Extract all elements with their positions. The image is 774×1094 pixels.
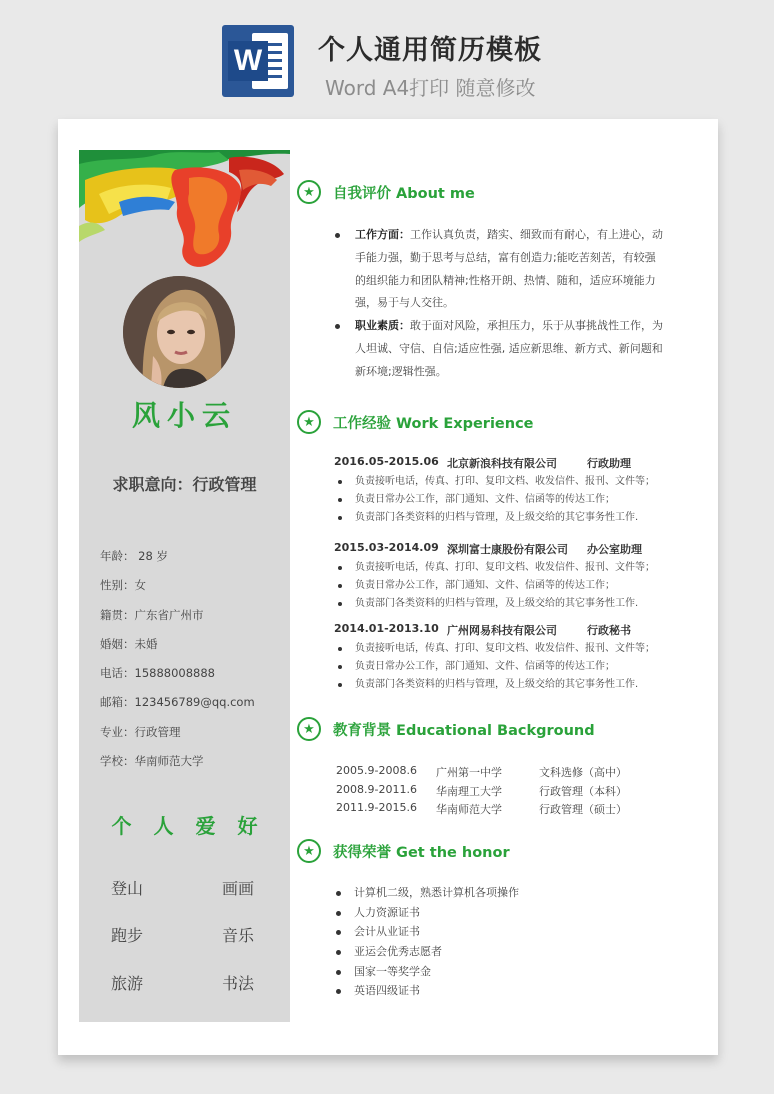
edu-date: 2008.9-2011.6 (336, 782, 417, 796)
edu-school: 华南理工大学 (436, 784, 502, 798)
bullet (336, 891, 341, 896)
bullet (338, 498, 342, 502)
page-title: 个人通用简历模板 (318, 35, 542, 66)
info-gender: 性别：女 (100, 578, 146, 593)
table-row (336, 764, 627, 783)
bullet (336, 970, 341, 975)
job-duty (334, 595, 674, 613)
job-duty (334, 509, 674, 527)
hobby-item: 旅游 (111, 974, 144, 993)
section-header-about (297, 179, 475, 205)
info-school: 学校：华南师范大学 (100, 754, 204, 769)
education-table (336, 764, 627, 820)
info-email: 邮箱：123456789@qq.com (100, 695, 255, 710)
job-duty-text: 负责日常办公工作，部门通知、文件、信函等的传达工作； (355, 661, 615, 672)
honor-text: 英语四级证书 (354, 984, 420, 998)
job-duty-text: 负责接听电话，传真、打印、复印文档、收发信件、报刊、文件等； (355, 476, 655, 487)
job-duty-text: 负责日常办公工作，部门通知、文件、信函等的传达工作； (355, 494, 615, 505)
job-company: 深圳富士康股份有限公司 (447, 543, 568, 556)
section-title-education: 教育背景 Educational Background (333, 722, 595, 739)
honor-text: 人力资源证书 (354, 905, 420, 919)
section-title-work: 工作经验 Work Experience (333, 415, 534, 432)
edu-major: 行政管理（本科） (539, 784, 627, 798)
avatar (123, 276, 235, 388)
info-age: 年龄： 28 岁 (100, 549, 168, 563)
info-hometown: 籍贯：广东省广州市 (100, 607, 204, 622)
honor-text: 亚运会优秀志愿者 (354, 945, 442, 959)
job-date: 2015.03-2014.09 (334, 541, 439, 554)
job-date: 2016.05-2015.06 (334, 455, 439, 468)
star-icon: ★ (297, 180, 321, 204)
section-header-education (297, 716, 595, 742)
section-header-honors (297, 838, 510, 864)
page-subtitle: Word A4打印 随意修改 (325, 76, 536, 100)
job-header (334, 622, 674, 640)
resume-paper (58, 119, 718, 1055)
job-duty (334, 676, 674, 694)
edu-major: 文科选修（高中） (539, 766, 627, 779)
word-doc-icon (222, 25, 294, 97)
table-row (336, 801, 627, 820)
list-item (334, 883, 519, 903)
list-item (335, 224, 665, 315)
hobby-item: 音乐 (222, 926, 255, 945)
list-item (335, 315, 665, 383)
bullet (335, 324, 340, 329)
eval-text: 工作认真负责，踏实、细致而有耐心，有上进心，动手能力强，勤于思考与总结，富有创造力;能吃苦刻苦，有较强的组织能力和团队精神;性格开朗、热情、随和，适应环境能力强，易于与人交往。 (355, 228, 663, 310)
eval-label: 工作方面： (355, 228, 410, 241)
resume-sidebar (79, 150, 290, 1022)
job-duty-text: 负责部门各类资料的归档与管理，及上级交给的其它事务性工作. (355, 679, 639, 690)
personal-info-list (100, 548, 255, 782)
honor-text: 会计从业证书 (354, 925, 420, 939)
job-duty (334, 473, 674, 491)
hobby-item: 登山 (111, 879, 144, 898)
job-entry (334, 541, 674, 613)
list-item (334, 942, 519, 962)
job-position: 办公室助理 (587, 543, 642, 556)
honor-text: 国家一等奖学金 (354, 964, 431, 978)
honor-text: 计算机二级，熟悉计算机各项操作 (354, 886, 519, 899)
bullet (338, 516, 342, 520)
bullet (338, 566, 342, 570)
bullet (338, 480, 342, 484)
star-icon: ★ (297, 839, 321, 863)
job-duty-text: 负责部门各类资料的归档与管理，及上级交给的其它事务性工作. (355, 512, 639, 523)
list-item (334, 981, 519, 1001)
job-duty-text: 负责日常办公工作，部门通知、文件、信函等的传达工作； (355, 580, 615, 591)
edu-school: 华南师范大学 (436, 803, 502, 817)
job-duty (334, 491, 674, 509)
job-duty-text: 负责接听电话，传真、打印、复印文档、收发信件、报刊、文件等； (355, 643, 655, 654)
job-header (334, 455, 674, 473)
section-header-work (297, 409, 534, 435)
info-phone: 电话：15888008888 (100, 666, 215, 681)
job-duty-text: 负责接听电话，传真、打印、复印文档、收发信件、报刊、文件等； (355, 562, 655, 573)
job-entry (334, 455, 674, 527)
page-header (0, 0, 774, 110)
self-evaluation (335, 224, 665, 384)
job-company: 广州网易科技有限公司 (447, 624, 557, 637)
word-letter: W (228, 41, 268, 81)
job-duty (334, 577, 674, 595)
hobby-title: 个人爱好 (111, 814, 280, 838)
star-icon: ★ (297, 717, 321, 741)
edu-major: 行政管理（硕士） (539, 803, 627, 817)
table-row (336, 783, 627, 802)
bullet (336, 950, 341, 955)
list-item (334, 903, 519, 923)
eval-label: 职业素质： (355, 319, 410, 333)
list-item (334, 922, 519, 942)
bullet (338, 584, 342, 588)
candidate-name: 风小云 (131, 399, 237, 432)
section-title-about: 自我评价 About me (333, 185, 475, 202)
job-duty (334, 559, 674, 577)
honors-list (334, 883, 519, 1001)
job-header (334, 541, 674, 559)
hobby-item: 书法 (222, 974, 255, 993)
job-company: 北京新浪科技有限公司 (447, 457, 557, 470)
hobby-item: 画画 (222, 879, 255, 898)
hobby-item: 跑步 (111, 926, 144, 945)
job-date: 2014.01-2013.10 (334, 622, 439, 635)
job-objective: 求职意向：行政管理 (112, 475, 257, 494)
list-item (334, 962, 519, 982)
job-position: 行政助理 (587, 457, 631, 470)
bullet (338, 602, 342, 606)
edu-date: 2005.9-2008.6 (336, 764, 417, 777)
bullet (338, 647, 342, 651)
edu-school: 广州第一中学 (436, 766, 502, 779)
job-duty-text: 负责部门各类资料的归档与管理，及上级交给的其它事务性工作. (355, 598, 639, 609)
info-marital: 婚姻：未婚 (100, 636, 158, 651)
job-position: 行政秘书 (587, 624, 631, 637)
avatar-photo (123, 276, 235, 388)
bullet (336, 930, 341, 935)
eval-text: 敢于面对风险，承担压力，乐于从事挑战性工作，为人坦诚、守信、自信;适应性强, 适应新思维、新方式、新问题和新环境;逻辑性强。 (355, 319, 663, 378)
info-major: 专业：行政管理 (100, 724, 181, 739)
job-entry (334, 622, 674, 694)
section-title-honors: 获得荣誉 Get the honor (333, 844, 510, 861)
paint-splash-decoration (79, 150, 290, 270)
bullet (335, 233, 340, 238)
bullet (338, 665, 342, 669)
bullet (336, 911, 341, 916)
job-duty (334, 640, 674, 658)
job-duty (334, 658, 674, 676)
star-icon: ★ (297, 410, 321, 434)
bullet (336, 989, 341, 994)
bullet (338, 683, 342, 687)
edu-date: 2011.9-2015.6 (336, 801, 417, 815)
